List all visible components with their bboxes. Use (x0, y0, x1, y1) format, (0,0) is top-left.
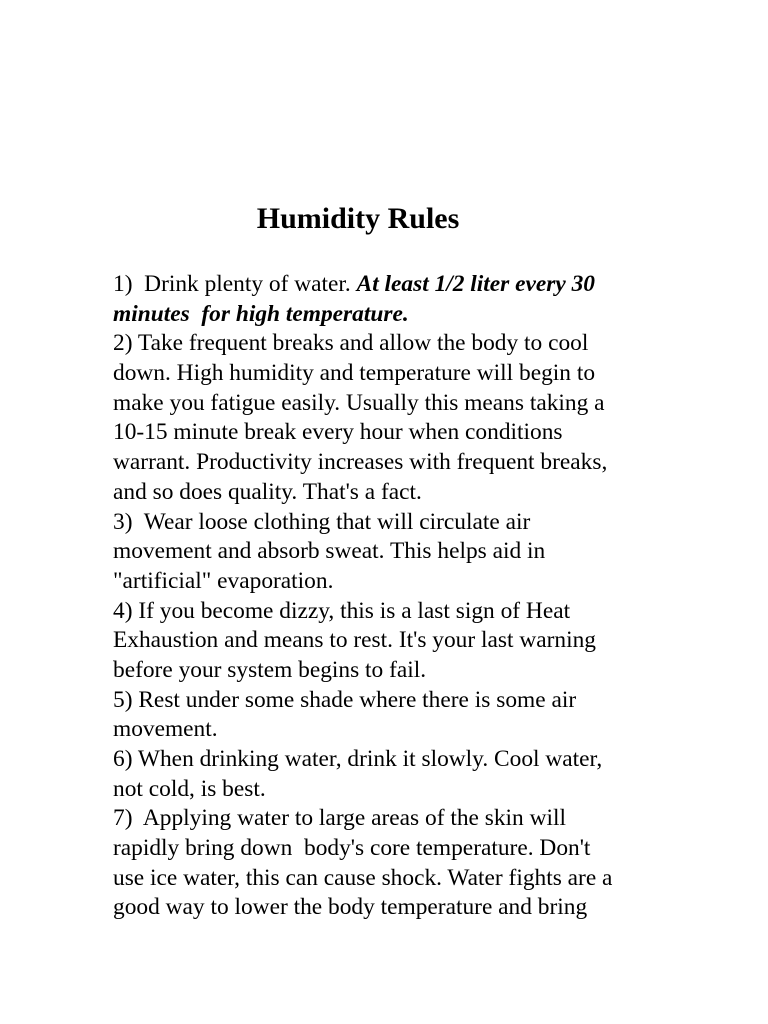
text-line (113, 537, 673, 567)
line-text: Exhaustion and means to rest. It's your last warning (113, 627, 596, 654)
text-line (113, 478, 673, 508)
line-text: 2) Take frequent breaks and allow the body to cool (113, 330, 589, 357)
text-line (113, 656, 673, 686)
line-text: 3) Wear loose clothing that will circulate air (113, 508, 531, 535)
line-text: down. High humidity and temperature will begin to (113, 360, 596, 387)
text-line (113, 715, 673, 745)
text-line (113, 686, 673, 716)
line-text: 5) Rest under some shade where there is some air (113, 686, 577, 713)
text-line (113, 804, 673, 834)
text-line (113, 775, 673, 805)
line-text: "artificial" evaporation. (113, 567, 334, 594)
line-text: 6) When drinking water, drink it slowly. Cool water, (113, 746, 603, 772)
document-body (113, 270, 673, 923)
text-line (113, 893, 673, 923)
text-line (113, 597, 673, 627)
text-line (113, 329, 673, 359)
text-line (113, 745, 673, 775)
emphasized-text: At least 1/2 liter every 30 (356, 271, 596, 297)
text-line (113, 359, 673, 389)
line-text: good way to lower the body temperature and bring (113, 894, 588, 921)
text-line (113, 389, 673, 419)
line-text: 7) Applying water to large areas of the skin will (113, 805, 566, 832)
text-line (113, 418, 673, 448)
text-line (113, 567, 673, 597)
line-text: movement. (113, 716, 218, 743)
text-line (113, 864, 673, 894)
line-text: 4) If you become dizzy, this is a last sign of Heat (113, 597, 571, 624)
text-line (113, 448, 673, 478)
text-line (113, 300, 673, 330)
line-text: warrant. Productivity increases with frequent breaks, (113, 449, 608, 476)
line-text: and so does quality. That's a fact. (113, 478, 422, 505)
document-title: Humidity Rules (256, 202, 460, 235)
line-text: before your system begins to fail. (113, 656, 427, 683)
line-text: rapidly bring down body's core temperature. Don't (113, 835, 591, 862)
line-text: make you fatigue easily. Usually this means taking a (113, 389, 605, 416)
line-text: use ice water, this can cause shock. Water fights are a (113, 864, 613, 891)
line-text: 10-15 minute break every hour when conditions (113, 419, 563, 446)
text-line (113, 270, 673, 300)
line-text: movement and absorb sweat. This helps aid in (113, 538, 546, 565)
line-text: 1) Drink plenty of water. (113, 271, 357, 297)
text-line (113, 834, 673, 864)
text-line (113, 626, 673, 656)
line-text: not cold, is best. (113, 775, 266, 802)
emphasized-text: minutes for high temperature. (113, 300, 409, 327)
text-line (113, 508, 673, 538)
